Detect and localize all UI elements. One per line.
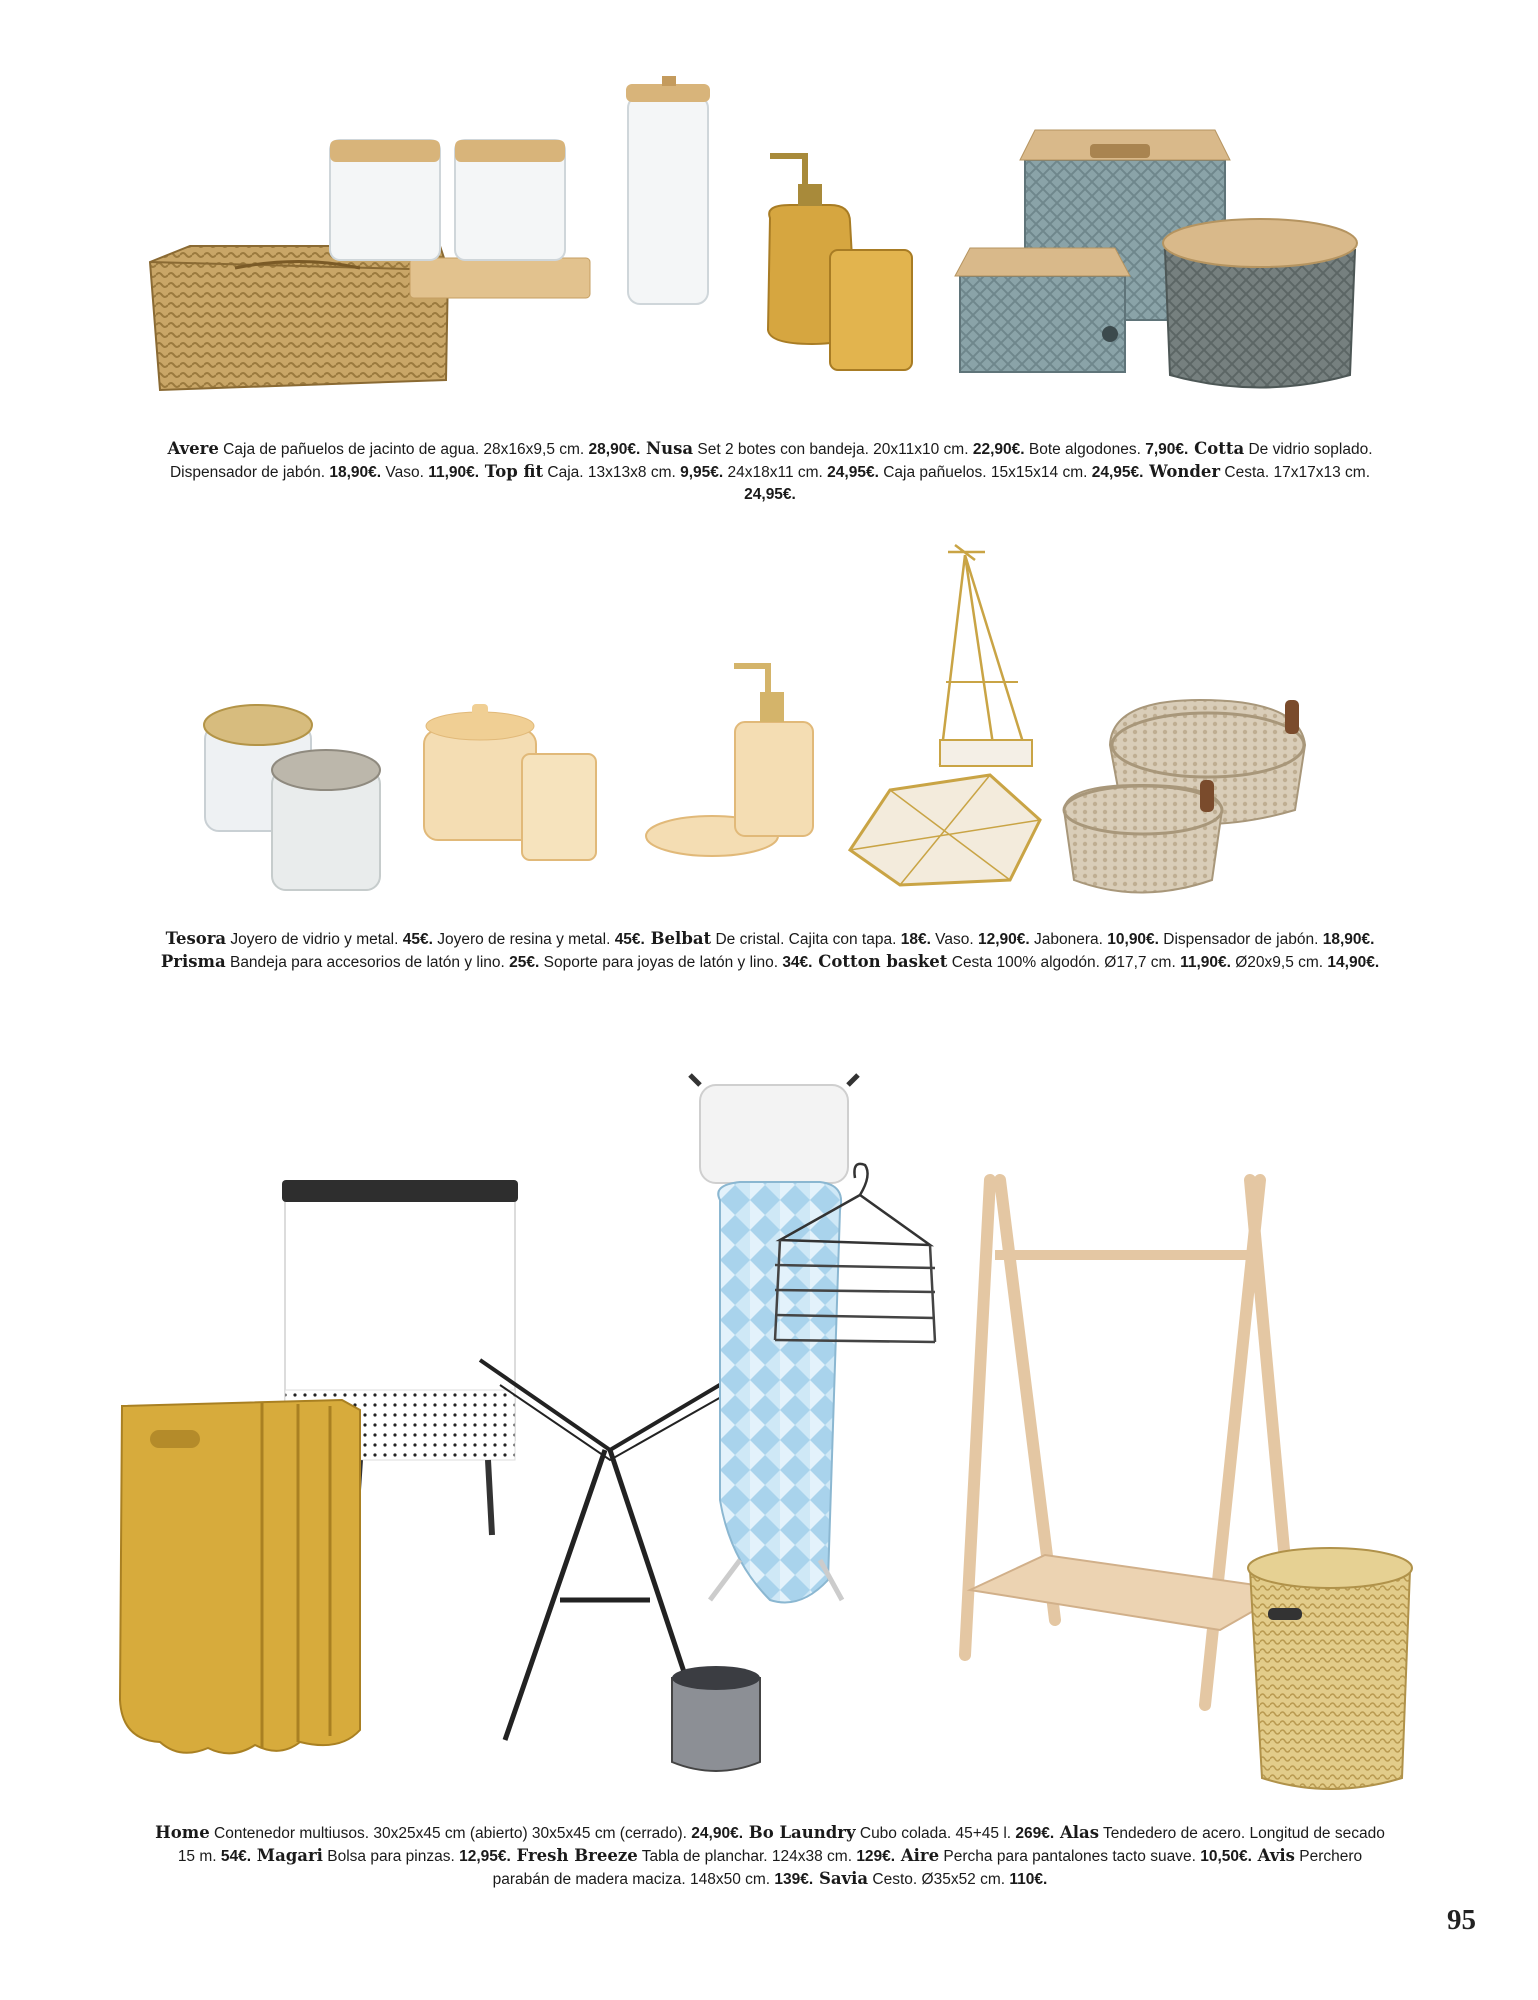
product-price: 24,90€. <box>691 1825 744 1842</box>
product-description: Vaso. <box>930 931 978 948</box>
product-price: 25€. <box>509 954 540 971</box>
product-name: Fresh Breeze <box>510 1846 638 1865</box>
cotta-soap-dispenser-image <box>768 156 912 370</box>
product-price: 18€. <box>900 931 931 948</box>
product-price: 12,90€. <box>977 931 1030 948</box>
product-price: 22,90€. <box>972 441 1025 458</box>
product-name: Nusa <box>640 439 694 458</box>
product-name: Wonder <box>1143 462 1221 481</box>
product-description: Set 2 botes con bandeja. 20x11x10 cm. <box>693 441 973 458</box>
product-description: Bolsa para pinzas. <box>322 1848 460 1865</box>
magari-peg-bag-image <box>672 1666 760 1771</box>
page-number: 95 <box>1447 1904 1476 1936</box>
caption-laundry <box>150 1822 1390 1891</box>
product-price: 24,95€. <box>1091 464 1144 481</box>
tesora-jewelry-boxes-image <box>204 705 380 890</box>
product-description: 24x18x11 cm. <box>723 464 828 481</box>
product-price: 139€. <box>774 1871 814 1888</box>
product-description: Cesta. 17x17x13 cm. <box>1220 464 1371 481</box>
product-name: Aire <box>895 1846 940 1865</box>
product-name: Magari <box>251 1846 323 1865</box>
product-description: Joyero de vidrio y metal. <box>226 931 403 948</box>
wonder-basket-image <box>1163 219 1357 388</box>
product-price: 14,90€. <box>1327 954 1380 971</box>
product-name: Savia <box>813 1869 869 1888</box>
product-price: 45€. <box>402 931 433 948</box>
product-description: Jabonera. <box>1029 931 1108 948</box>
product-price: 24,95€. <box>744 486 796 503</box>
product-name: Cotta <box>1188 439 1245 458</box>
product-price: 11,90€. <box>428 464 480 481</box>
product-price: 54€. <box>220 1848 252 1865</box>
product-price: 18,90€. <box>1322 931 1375 948</box>
product-name: Avis <box>1251 1846 1295 1865</box>
product-description: Vaso. <box>381 464 429 481</box>
avere-tissue-box-image <box>150 246 448 390</box>
belbat-box-glass-image <box>424 704 596 860</box>
product-price: 7,90€. <box>1145 441 1189 458</box>
savia-basket-image <box>1248 1548 1412 1789</box>
product-description: De vidrio soplado. Dispensador de jabón. <box>169 441 1373 481</box>
caption-bath-middle <box>150 928 1390 974</box>
product-description: De cristal. Cajita con tapa. <box>711 931 901 948</box>
product-name: Avere <box>167 439 219 458</box>
product-price: 18,90€. <box>329 464 382 481</box>
product-price: 28,90€. <box>588 441 641 458</box>
product-description: Percha para pantalones tacto suave. <box>939 1848 1201 1865</box>
product-description: Soporte para joyas de latón y lino. <box>539 954 783 971</box>
product-description: Cubo colada. 45+45 l. <box>855 1825 1016 1842</box>
product-name: Bo Laundry <box>743 1823 856 1842</box>
product-description: Bandeja para accesorios de latón y lino. <box>225 954 510 971</box>
home-container-image <box>120 1400 360 1753</box>
product-price: 34€. <box>782 954 813 971</box>
product-price: 24,95€. <box>827 464 879 481</box>
product-price: 9,95€. <box>680 464 724 481</box>
caption-bath-top <box>150 438 1390 506</box>
product-price: 12,95€. <box>459 1848 511 1865</box>
product-price: 129€. <box>856 1848 896 1865</box>
cotton-baskets-image <box>1064 700 1305 893</box>
product-price: 11,90€. <box>1180 954 1231 971</box>
belbat-soap-dish-dispenser-image <box>646 666 813 856</box>
product-name: Top fit <box>479 462 544 481</box>
product-price: 110€. <box>1009 1871 1048 1888</box>
product-price: 269€. <box>1015 1825 1055 1842</box>
product-description: Bote algodones. <box>1024 441 1146 458</box>
nusa-cotton-jar-image <box>626 76 710 304</box>
product-name: Cotton basket <box>812 952 948 971</box>
product-price: 10,50€. <box>1200 1848 1252 1865</box>
product-description: Cesta 100% algodón. Ø17,7 cm. <box>947 954 1181 971</box>
product-name: Belbat <box>644 929 712 948</box>
product-description: Dispensador de jabón. <box>1158 931 1323 948</box>
product-name: Tesora <box>165 929 227 948</box>
product-description: Ø20x9,5 cm. <box>1230 954 1328 971</box>
avis-wooden-rack-image <box>965 1180 1290 1705</box>
product-name: Home <box>155 1823 210 1842</box>
product-description: Tabla de planchar. 124x38 cm. <box>637 1848 857 1865</box>
product-description: Joyero de resina y metal. <box>432 931 615 948</box>
product-price: 45€. <box>614 931 645 948</box>
product-name: Prisma <box>160 952 226 971</box>
product-description: Cesto. Ø35x52 cm. <box>868 1871 1010 1888</box>
product-description: Caja. 13x13x8 cm. <box>543 464 681 481</box>
product-description: Perchero parabán de madera maciza. 148x50 cm. <box>492 1848 1363 1888</box>
product-name: Alas <box>1054 1823 1100 1842</box>
product-description: Caja pañuelos. 15x15x14 cm. <box>878 464 1092 481</box>
product-description: Tendedero de acero. Longitud de secado 15 m. <box>177 1825 1385 1865</box>
product-price: 10,90€. <box>1107 931 1159 948</box>
prisma-tray-stand-image <box>850 545 1040 885</box>
product-description: Contenedor multiusos. 30x25x45 cm (abierto) 30x5x45 cm (cerrado). <box>209 1825 692 1842</box>
product-description: Caja de pañuelos de jacinto de agua. 28x16x9,5 cm. <box>218 441 589 458</box>
